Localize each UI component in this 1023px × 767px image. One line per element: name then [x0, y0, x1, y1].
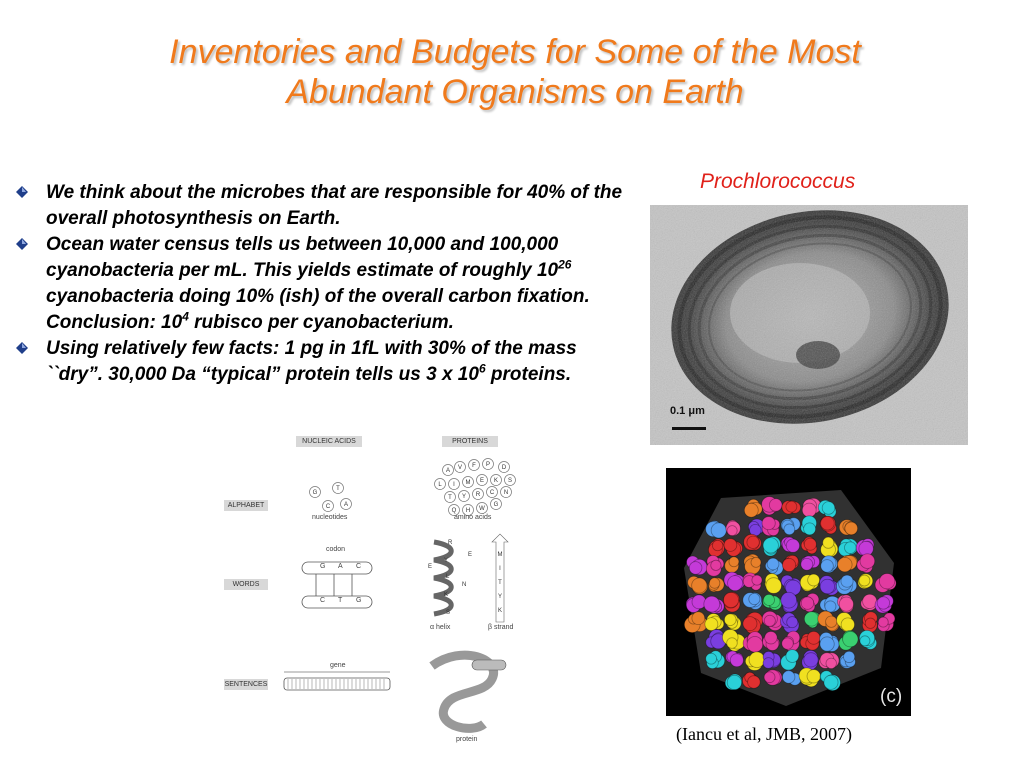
prochlorococcus-label: Prochlorococcus: [700, 170, 856, 193]
svg-text:F: F: [472, 463, 476, 470]
helix-residue-letter: L: [446, 574, 450, 580]
alpha-helix-caption: α helix: [430, 624, 451, 631]
strand-residue-letter: M: [497, 552, 503, 558]
amino-acid-circle: [487, 487, 498, 498]
svg-text:A: A: [445, 468, 451, 475]
amino-acid-circle: [443, 465, 454, 476]
protein-cluster: [801, 516, 817, 535]
svg-text:C: C: [489, 490, 495, 497]
carboxysome-render: [666, 468, 911, 716]
protein-cluster: [782, 501, 801, 514]
helix-residue-letter: Y: [444, 558, 449, 564]
beta-strand-caption: β strand: [488, 624, 514, 631]
amino-acid-circle: [449, 479, 460, 490]
scale-bar-label: 0.1 μm: [670, 405, 705, 417]
exponent: 26: [558, 257, 572, 272]
protein-cluster: [862, 612, 877, 633]
diamond-bullet-icon: [16, 186, 28, 198]
panel-label: (c): [880, 686, 903, 707]
codon-caption: codon: [326, 546, 346, 553]
alphabet-row-label: ALPHABET: [224, 500, 268, 511]
sentences-row-label: SENTENCES: [224, 681, 268, 688]
protein-caption: protein: [456, 736, 478, 743]
protein-cluster: [819, 653, 839, 669]
svg-text:L: L: [438, 482, 442, 489]
svg-text:Q: Q: [451, 508, 457, 515]
amino-acid-circle: [435, 479, 446, 490]
strand-residue-letter: I: [499, 566, 501, 572]
svg-text:N: N: [503, 490, 509, 497]
bullet-text: rubisco per cyanobacterium.: [188, 312, 454, 333]
amino-acid-circle: [445, 492, 456, 503]
title-line-2: Abundant Organisms on Earth: [286, 73, 744, 111]
helix-residue-letter: N: [462, 582, 467, 588]
svg-text:G: G: [493, 502, 499, 509]
amino-acid-circle: [491, 499, 502, 510]
codon-letter: C: [320, 597, 326, 604]
helix-residue-letter: E: [468, 552, 473, 558]
svg-text:I: I: [453, 482, 455, 489]
diamond-bullet-icon: [16, 342, 28, 354]
svg-text:P: P: [485, 462, 491, 469]
nucleotide-circle: [323, 501, 334, 512]
central-dogma-diagram: [222, 434, 542, 750]
svg-text:G: G: [312, 490, 318, 497]
amino-acid-circle: [459, 491, 470, 502]
helix-residue-letter: S: [446, 610, 451, 616]
amino-acid-circle: [455, 462, 466, 473]
helix-residue-letter: E: [428, 564, 433, 570]
amino-acid-circle: [499, 462, 510, 473]
svg-text:H: H: [465, 508, 471, 515]
proteins-header: PROTEINS: [442, 436, 498, 447]
protein-cluster: [858, 574, 873, 589]
amino-acid-circle: [477, 503, 488, 514]
codon-letter: A: [338, 563, 343, 570]
words-row-label: WORDS: [224, 579, 268, 590]
amino-acid-circle: [477, 475, 488, 486]
bullet-text: Ocean water census tells us between 10,000 and 100,000 cyanobacteria per mL. This yields estimate of roughly 10: [46, 234, 559, 281]
bullet-text: Using relatively few facts: 1 pg in 1fL with 30% of the mass ``dry”. 30,000 Da “typical” protein tells us 3 x 10: [46, 338, 577, 385]
protein-cluster: [708, 578, 724, 592]
codon-letter: T: [338, 597, 343, 604]
amino-acid-circle: [473, 489, 484, 500]
strand-residue-letter: K: [497, 608, 503, 614]
codon-letter: G: [356, 597, 362, 604]
protein-cluster: [744, 554, 761, 574]
amino-acid-circle: [469, 460, 480, 471]
nucleotide-circle: [333, 483, 344, 494]
bullet-item: [12, 336, 637, 388]
protein-cluster: [723, 592, 740, 612]
amino-acid-circle: [463, 477, 474, 488]
amino-acids-caption: amino acids: [454, 514, 492, 521]
nucleotide-circle: [310, 487, 321, 498]
exponent: 6: [478, 361, 486, 376]
protein-cluster: [802, 650, 819, 670]
bullet-item: [12, 232, 637, 336]
strand-residue-letter: T: [498, 580, 502, 586]
diagram-graphics: [222, 434, 542, 750]
protein-cluster: [762, 517, 780, 536]
svg-text:C: C: [325, 504, 331, 511]
svg-text:Y: Y: [461, 494, 467, 501]
helix-residue-letter: R: [448, 540, 453, 546]
svg-text:T: T: [448, 495, 452, 502]
protein-cluster: [764, 670, 782, 685]
title-line-1: Inventories and Budgets for Some of the Most: [169, 33, 861, 71]
gene-caption: gene: [330, 662, 346, 669]
citation: (Iancu et al, JMB, 2007): [676, 724, 852, 744]
codon-letter: G: [320, 563, 326, 570]
bullet-text: We think about the microbes that are responsible for 40% of the overall photosynthesis on Earth.: [46, 182, 623, 229]
svg-text:E: E: [479, 478, 485, 485]
cryo-tomogram-image: [666, 468, 911, 716]
slide-title: [40, 32, 990, 112]
bullet-list: [12, 180, 637, 388]
scale-bar: [672, 427, 706, 430]
protein-cluster: [781, 592, 798, 612]
svg-text:A: A: [343, 502, 349, 509]
bullet-item: [12, 180, 637, 232]
bullet-text: cyanobacteria doing 10% (ish) of the overall carbon fixation. Conclusion: 10: [46, 286, 590, 333]
bullet-text: proteins.: [485, 364, 572, 385]
amino-acid-circle: [491, 475, 502, 486]
amino-acid-circle: [501, 487, 512, 498]
svg-text:K: K: [493, 478, 499, 485]
svg-text:D: D: [501, 465, 507, 472]
svg-text:V: V: [457, 465, 463, 472]
nucleotides-caption: nucleotides: [312, 514, 348, 521]
svg-text:S: S: [507, 478, 513, 485]
strand-residue-letter: Y: [497, 594, 503, 600]
svg-text:M: M: [465, 480, 471, 487]
helix-residue-letter: K: [444, 592, 449, 598]
diamond-bullet-icon: [16, 238, 28, 250]
amino-acid-circle: [505, 475, 516, 486]
nucleotide-circle: [341, 499, 352, 510]
svg-text:W: W: [479, 506, 485, 513]
svg-text:R: R: [475, 492, 481, 499]
protein-cluster: [684, 612, 707, 633]
codon-letter: C: [356, 563, 362, 570]
svg-text:T: T: [336, 486, 340, 493]
exponent: 4: [182, 309, 189, 324]
prochlorococcus-micrograph: [650, 205, 968, 445]
nucleic-acids-header: NUCLEIC ACIDS: [296, 436, 362, 447]
amino-acid-circle: [483, 459, 494, 470]
